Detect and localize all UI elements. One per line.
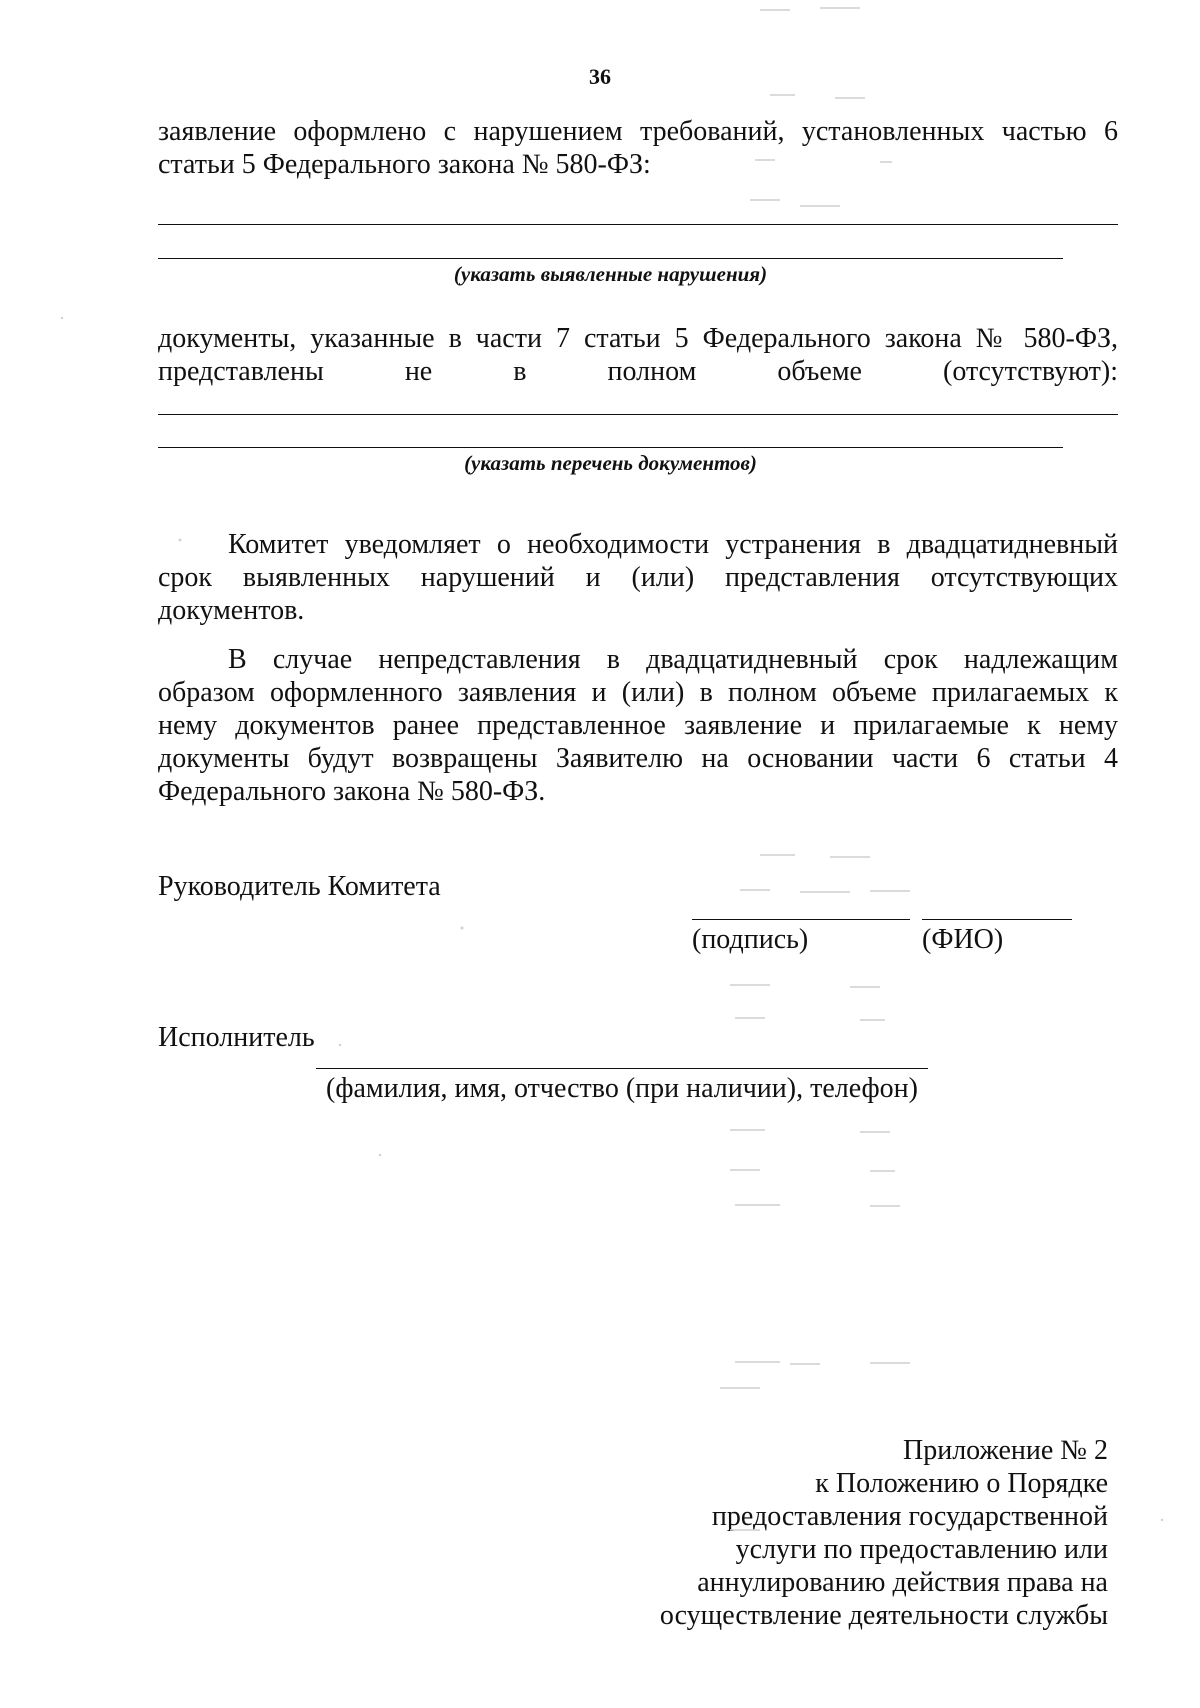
appendix-line-3: предоставления государственной [711,1501,1108,1532]
return-paragraph-line-1: В случае непредставления в двадцатидневный срок надлежащим [228,644,1118,675]
appendix-line-1: Приложение № 2 [903,1435,1108,1466]
executor-label: Исполнитель [158,1022,315,1053]
documents-statement-line-2: представлены не в полном объеме (отсутствуют): [158,356,1118,387]
notice-paragraph-line-1: Комитет уведомляет о необходимости устранения в двадцатидневный [228,529,1118,560]
notice-paragraph-line-2: срок выявленных нарушений и (или) представления отсутствующих [158,562,1118,593]
executor-caption: (фамилия, имя, отчество (при наличии), телефон) [326,1073,918,1104]
violations-caption: (указать выявленные нарушения) [453,262,768,286]
violation-statement-line-2: статьи 5 Федерального закона № 580-ФЗ: [158,149,651,180]
documents-statement-line-1: документы, указанные в части 7 статьи 5 Федерального закона № 580-ФЗ, [158,323,1118,354]
appendix-line-5: аннулированию действия права на [697,1567,1108,1598]
appendix-line-2: к Положению о Порядке [815,1468,1108,1499]
name-caption: (ФИО) [922,924,1004,955]
return-paragraph-line-4: документы будут возвращены Заявителю на основании части 6 статьи 4 [158,743,1118,774]
return-paragraph-line-3: нему документов ранее представленное заявление и прилагаемые к нему [158,710,1118,741]
signature-caption: (подпись) [692,924,809,955]
documents-caption: (указать перечень документов) [464,451,757,475]
appendix-line-4: услуги по предоставлению или [735,1534,1108,1565]
return-paragraph-line-2: образом оформленного заявления и (или) в полном объеме прилагаемых к [158,677,1118,708]
head-of-committee-label: Руководитель Комитета [158,871,441,902]
notice-paragraph-line-3: документов. [158,595,305,626]
violation-statement-line-1: заявление оформлено с нарушением требований, установленных частью 6 [158,116,1118,147]
appendix-line-6: осуществление деятельности службы [659,1600,1108,1631]
return-paragraph-line-5: Федерального закона № 580-ФЗ. [158,776,546,807]
page-number: 36 [589,64,611,89]
